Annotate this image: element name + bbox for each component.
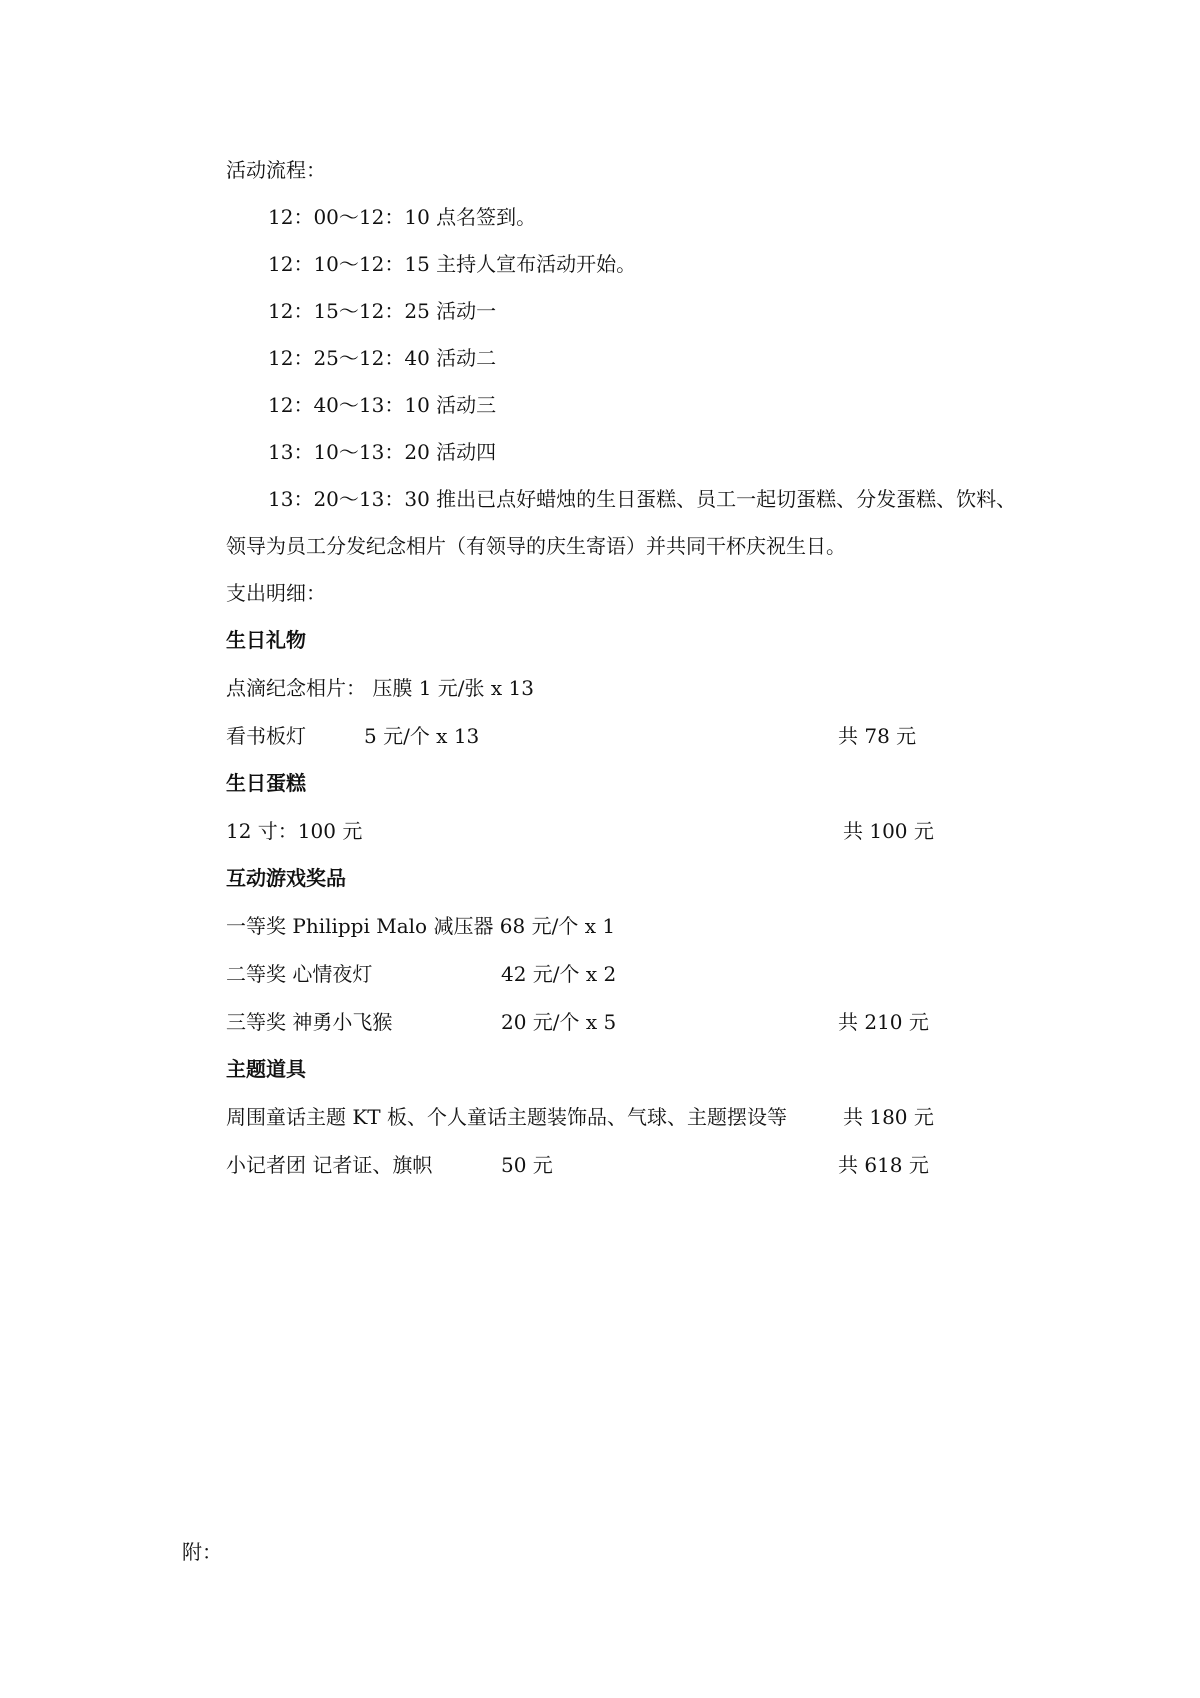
prize-third xyxy=(226,1008,986,1036)
prize-third-price: 20 元/个 x 5 xyxy=(501,1010,617,1034)
cake-line xyxy=(226,817,986,845)
props-line-kt xyxy=(226,1103,986,1131)
expenses-title: 支出明细： xyxy=(226,581,326,605)
flow-title: 活动流程： xyxy=(226,158,326,182)
gifts-lamp-name: 看书板灯 xyxy=(226,724,306,748)
cake-total: 共 100 元 xyxy=(843,819,934,843)
flow-item-6: 13：10～13：20 活动四 xyxy=(268,440,497,464)
flow-item-5: 12：40～13：10 活动三 xyxy=(268,393,497,417)
prize-second-name: 二等奖 心情夜灯 xyxy=(226,962,373,986)
gifts-line-photo: 点滴纪念相片： 压膜 1 元/张 x 13 xyxy=(226,676,534,700)
flow-item-1: 12：00～12：10 点名签到。 xyxy=(268,205,537,229)
prize-first: 一等奖 Philippi Malo 减压器 68 元/个 x 1 xyxy=(226,914,616,938)
props-kt-total: 共 180 元 xyxy=(843,1105,934,1129)
gifts-heading: 生日礼物 xyxy=(226,628,306,652)
gifts-total: 共 78 元 xyxy=(838,724,917,748)
grand-total: 共 618 元 xyxy=(838,1153,929,1177)
props-line-reporter xyxy=(226,1151,986,1179)
gifts-line-lamp xyxy=(226,722,986,750)
props-kt-name: 周围童话主题 KT 板、个人童话主题装饰品、气球、主题摆设等 xyxy=(226,1105,787,1129)
gifts-lamp-price: 5 元/个 x 13 xyxy=(364,724,480,748)
flow-item-7-continuation: 领导为员工分发纪念相片（有领导的庆生寄语）并共同干杯庆祝生日。 xyxy=(226,534,846,558)
props-heading: 主题道具 xyxy=(226,1057,306,1081)
appendix-label: 附： xyxy=(182,1540,222,1564)
flow-item-2: 12：10～12：15 主持人宣布活动开始。 xyxy=(268,252,637,276)
prize-second xyxy=(226,960,986,988)
prizes-heading: 互动游戏奖品 xyxy=(226,866,346,890)
cake-size: 12 寸：100 元 xyxy=(226,819,363,843)
props-reporter-name: 小记者团 记者证、旗帜 xyxy=(226,1153,433,1177)
flow-item-4: 12：25～12：40 活动二 xyxy=(268,346,497,370)
flow-item-3: 12：15～12：25 活动一 xyxy=(268,299,497,323)
prize-third-name: 三等奖 神勇小飞猴 xyxy=(226,1010,393,1034)
cake-heading: 生日蛋糕 xyxy=(226,771,306,795)
props-reporter-price: 50 元 xyxy=(501,1153,553,1177)
flow-item-7: 13：20～13：30 推出已点好蜡烛的生日蛋糕、员工一起切蛋糕、分发蛋糕、饮料、 xyxy=(268,487,1017,511)
prize-second-price: 42 元/个 x 2 xyxy=(501,962,617,986)
prizes-total: 共 210 元 xyxy=(838,1010,929,1034)
